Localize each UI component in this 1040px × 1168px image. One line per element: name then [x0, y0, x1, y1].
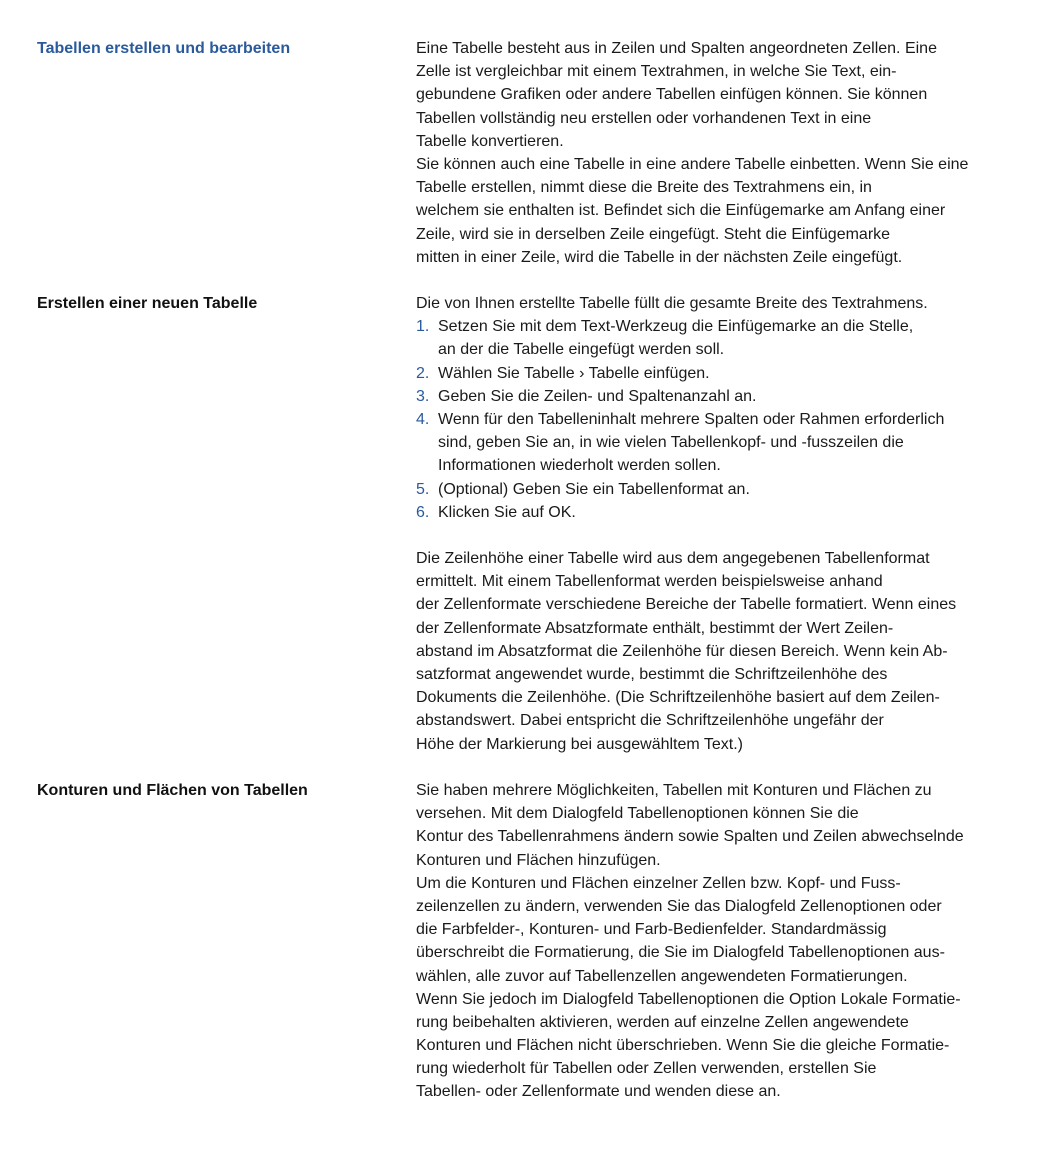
text-line: Klicken Sie auf OK.: [438, 503, 576, 521]
text-line: Die Zeilenhöhe einer Tabelle wird aus dem angegebenen Tabellenformat: [416, 550, 930, 568]
section-body: [416, 779, 1020, 1104]
step-number: 5.: [416, 480, 430, 498]
text-line: abstandswert. Dabei entspricht die Schriftzeilenhöhe ungefähr der: [416, 712, 884, 730]
text-line: Sie haben mehrere Möglichkeiten, Tabellen mit Konturen und Flächen zu: [416, 782, 932, 799]
text-line: Um die Konturen und Flächen einzelner Zellen bzw. Kopf- und Fuss-: [416, 874, 901, 892]
text-line: Tabelle erstellen, nimmt diese die Breite des Textrahmens ein, in: [416, 179, 872, 197]
text-line: an der die Tabelle eingefügt werden soll.: [438, 341, 725, 359]
text-line: der Zellenformate verschiedene Bereiche der Tabelle formatiert. Wenn eines: [416, 596, 957, 614]
text-line: die Farbfelder-, Konturen- und Farb-Bedienfelder. Standardmässig: [416, 921, 887, 939]
step-number: 2.: [416, 364, 430, 382]
text-line: überschreibt die Formatierung, die Sie im Dialogfeld Tabellenoptionen aus-: [416, 944, 945, 962]
intro-line: Die von Ihnen erstellte Tabelle füllt die gesamte Breite des Textrahmens.: [416, 295, 928, 312]
step-text: [416, 478, 1020, 501]
text-line: ermittelt. Mit einem Tabellenformat werden beispielsweise anhand: [416, 573, 883, 591]
text-line: mitten in einer Zeile, wird die Tabelle in der nächsten Zeile eingefügt.: [416, 248, 903, 266]
step-text: [416, 362, 1020, 385]
text-line: Tabelle konvertieren.: [416, 132, 564, 150]
section-heading: Tabellen erstellen und bearbeiten: [37, 40, 291, 57]
step-text: [416, 408, 1020, 478]
step-number: 6.: [416, 503, 430, 521]
text-line: Tabellen- oder Zellenformate und wenden diese an.: [416, 1083, 781, 1101]
step-item: [416, 478, 1020, 501]
text-line: (Optional) Geben Sie ein Tabellenformat an.: [438, 480, 750, 498]
text-line: gebundene Grafiken oder andere Tabellen einfügen können. Sie können: [416, 86, 928, 104]
text-line: Wenn für den Tabelleninhalt mehrere Spalten oder Rahmen erforderlich: [438, 410, 945, 428]
text-line: Kontur des Tabellenrahmens ändern sowie Spalten und Zeilen abwechselnde: [416, 828, 964, 846]
text-line: der Zellenformate Absatzformate enthält, bestimmt der Wert Zeilen-: [416, 619, 894, 637]
step-item: [416, 408, 1020, 478]
text-line: Konturen und Flächen nicht überschrieben. Wenn Sie die gleiche Formatie-: [416, 1037, 950, 1055]
text-line: Dokuments die Zeilenhöhe. (Die Schriftzeilenhöhe basiert auf dem Zeilen-: [416, 689, 940, 707]
text-line: rung beibehalten aktivieren, werden auf einzelne Zellen angewendete: [416, 1013, 909, 1031]
text-line: Wählen Sie Tabelle › Tabelle einfügen.: [438, 364, 710, 382]
text-line: sind, geben Sie an, in wie vielen Tabellenkopf- und -fusszeilen die: [438, 434, 904, 452]
text-line: rung wiederholt für Tabellen oder Zellen verwenden, erstellen Sie: [416, 1060, 877, 1078]
text-line: Zeile, wird sie in derselben Zeile eingefügt. Steht die Einfügemarke: [416, 225, 891, 243]
step-item: [416, 315, 1020, 361]
step-text: [416, 385, 1020, 408]
step-item: [416, 385, 1020, 408]
paragraph-spacer: [416, 524, 1020, 547]
text-line: Eine Tabelle besteht aus in Zeilen und Spalten angeordneten Zellen. Eine: [416, 40, 937, 57]
section-body: [416, 37, 1020, 269]
text-line: wählen, alle zuvor auf Tabellenzellen angewendeten Formatierungen.: [416, 967, 908, 985]
text-line: Konturen und Flächen hinzufügen.: [416, 851, 661, 869]
step-text: [416, 501, 1020, 524]
section-heading: Erstellen einer neuen Tabelle: [37, 295, 258, 312]
text-line: Wenn Sie jedoch im Dialogfeld Tabellenoptionen die Option Lokale Formatie-: [416, 990, 961, 1008]
step-number: 1.: [416, 318, 430, 336]
text-line: zeilenzellen zu ändern, verwenden Sie das Dialogfeld Zellenoptionen oder: [416, 897, 942, 915]
section-heading: Konturen und Flächen von Tabellen: [37, 782, 308, 799]
text-line: satzformat angewendet wurde, bestimmt die Schriftzeilenhöhe des: [416, 666, 888, 683]
text-line: Geben Sie die Zeilen- und Spaltenanzahl an.: [438, 387, 757, 405]
text-line: abstand im Absatzformat die Zeilenhöhe für diesen Bereich. Wenn kein Ab-: [416, 642, 948, 660]
text-line: Sie können auch eine Tabelle in eine andere Tabelle einbetten. Wenn Sie eine: [416, 155, 969, 173]
text-line: Setzen Sie mit dem Text-Werkzeug die Einfügemarke an die Stelle,: [438, 318, 914, 336]
text-line: versehen. Mit dem Dialogfeld Tabellenoptionen können Sie die: [416, 805, 859, 823]
step-item: [416, 362, 1020, 385]
step-number: 4.: [416, 410, 430, 428]
step-text: [416, 315, 1020, 361]
text-line: Informationen wiederholt werden sollen.: [438, 457, 721, 475]
step-item: [416, 501, 1020, 524]
section-body: [416, 292, 1020, 756]
text-line: Höhe der Markierung bei ausgewähltem Text.): [416, 735, 743, 753]
text-line: Zelle ist vergleichbar mit einem Textrahmen, in welche Sie Text, ein-: [416, 63, 897, 81]
text-line: Tabellen vollständig neu erstellen oder vorhandenen Text in eine: [416, 109, 872, 127]
text-line: welchem sie enthalten ist. Befindet sich die Einfügemarke am Anfang einer: [416, 202, 946, 220]
step-number: 3.: [416, 387, 430, 405]
